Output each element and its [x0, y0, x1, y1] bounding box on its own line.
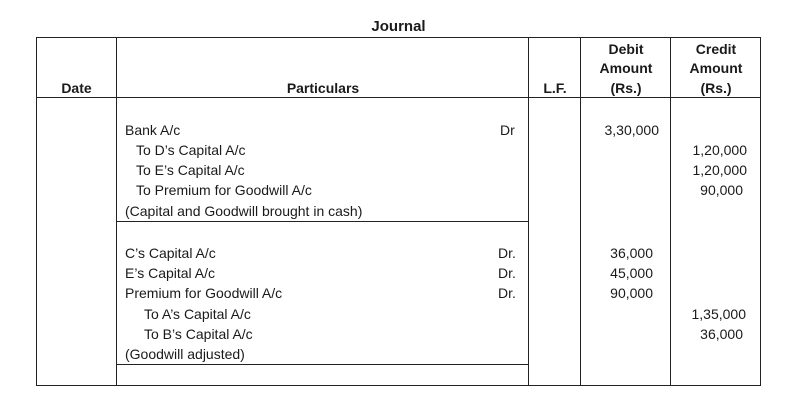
header-lf: L.F. [543, 80, 567, 96]
entry-2-line-4-credit: 1,35,000 [691, 306, 746, 322]
entry-2-line-2-debit: 45,000 [610, 265, 653, 281]
entry-2-line-5-credit: 36,000 [700, 326, 743, 342]
entry-1-line-4-particulars: To Premium for Goodwill A/c [136, 182, 312, 198]
entry-1-line-2-credit: 1,20,000 [692, 142, 747, 158]
entry-2-line-2-dr: Dr. [498, 265, 516, 281]
header-debit-line-1: Debit [608, 41, 644, 57]
entry-2-line-1-particulars: C’s Capital A/c [125, 245, 216, 261]
entry-2-line-3-debit: 90,000 [610, 285, 653, 301]
entry-2-line-1-dr: Dr. [498, 245, 516, 261]
header-credit-line-1: Credit [695, 41, 737, 57]
entry-separator-2 [116, 364, 529, 365]
entry-2-line-2-particulars: E’s Capital A/c [125, 265, 216, 281]
entry-1-line-1-dr: Dr [500, 122, 515, 138]
entry-2-line-3-dr: Dr. [498, 285, 516, 301]
entry-2-line-4-particulars: To A’s Capital A/c [144, 306, 251, 322]
journal-title: Journal [371, 18, 426, 35]
header-debit-line-2: Amount [599, 60, 653, 76]
entry-2-line-3-particulars: Premium for Goodwill A/c [125, 285, 283, 301]
header-divider [36, 97, 761, 98]
header-credit-line-2: Amount [689, 60, 743, 76]
entry-separator-1 [116, 221, 529, 222]
entry-1-line-2-particulars: To D’s Capital A/c [136, 142, 246, 158]
table-border-top [36, 37, 761, 38]
entry-1-line-3-credit: 1,20,000 [692, 162, 747, 178]
entry-1-line-3-particulars: To E’s Capital A/c [136, 162, 245, 178]
header-credit-line-3: (Rs.) [700, 80, 732, 96]
header-date: Date [61, 80, 92, 96]
header-debit-line-3: (Rs.) [610, 80, 642, 96]
header-particulars: Particulars [286, 80, 360, 96]
entry-1-narration: (Capital and Goodwill brought in cash) [125, 203, 363, 219]
entry-1-line-1-particulars: Bank A/c [125, 122, 181, 138]
table-border-bottom [36, 385, 761, 386]
entry-2-narration: (Goodwill adjusted) [125, 346, 245, 362]
entry-1-line-1-debit: 3,30,000 [604, 122, 659, 138]
entry-2-line-1-debit: 36,000 [610, 245, 653, 261]
entry-2-line-5-particulars: To B’s Capital A/c [144, 326, 253, 342]
entry-1-line-4-credit: 90,000 [700, 182, 743, 198]
